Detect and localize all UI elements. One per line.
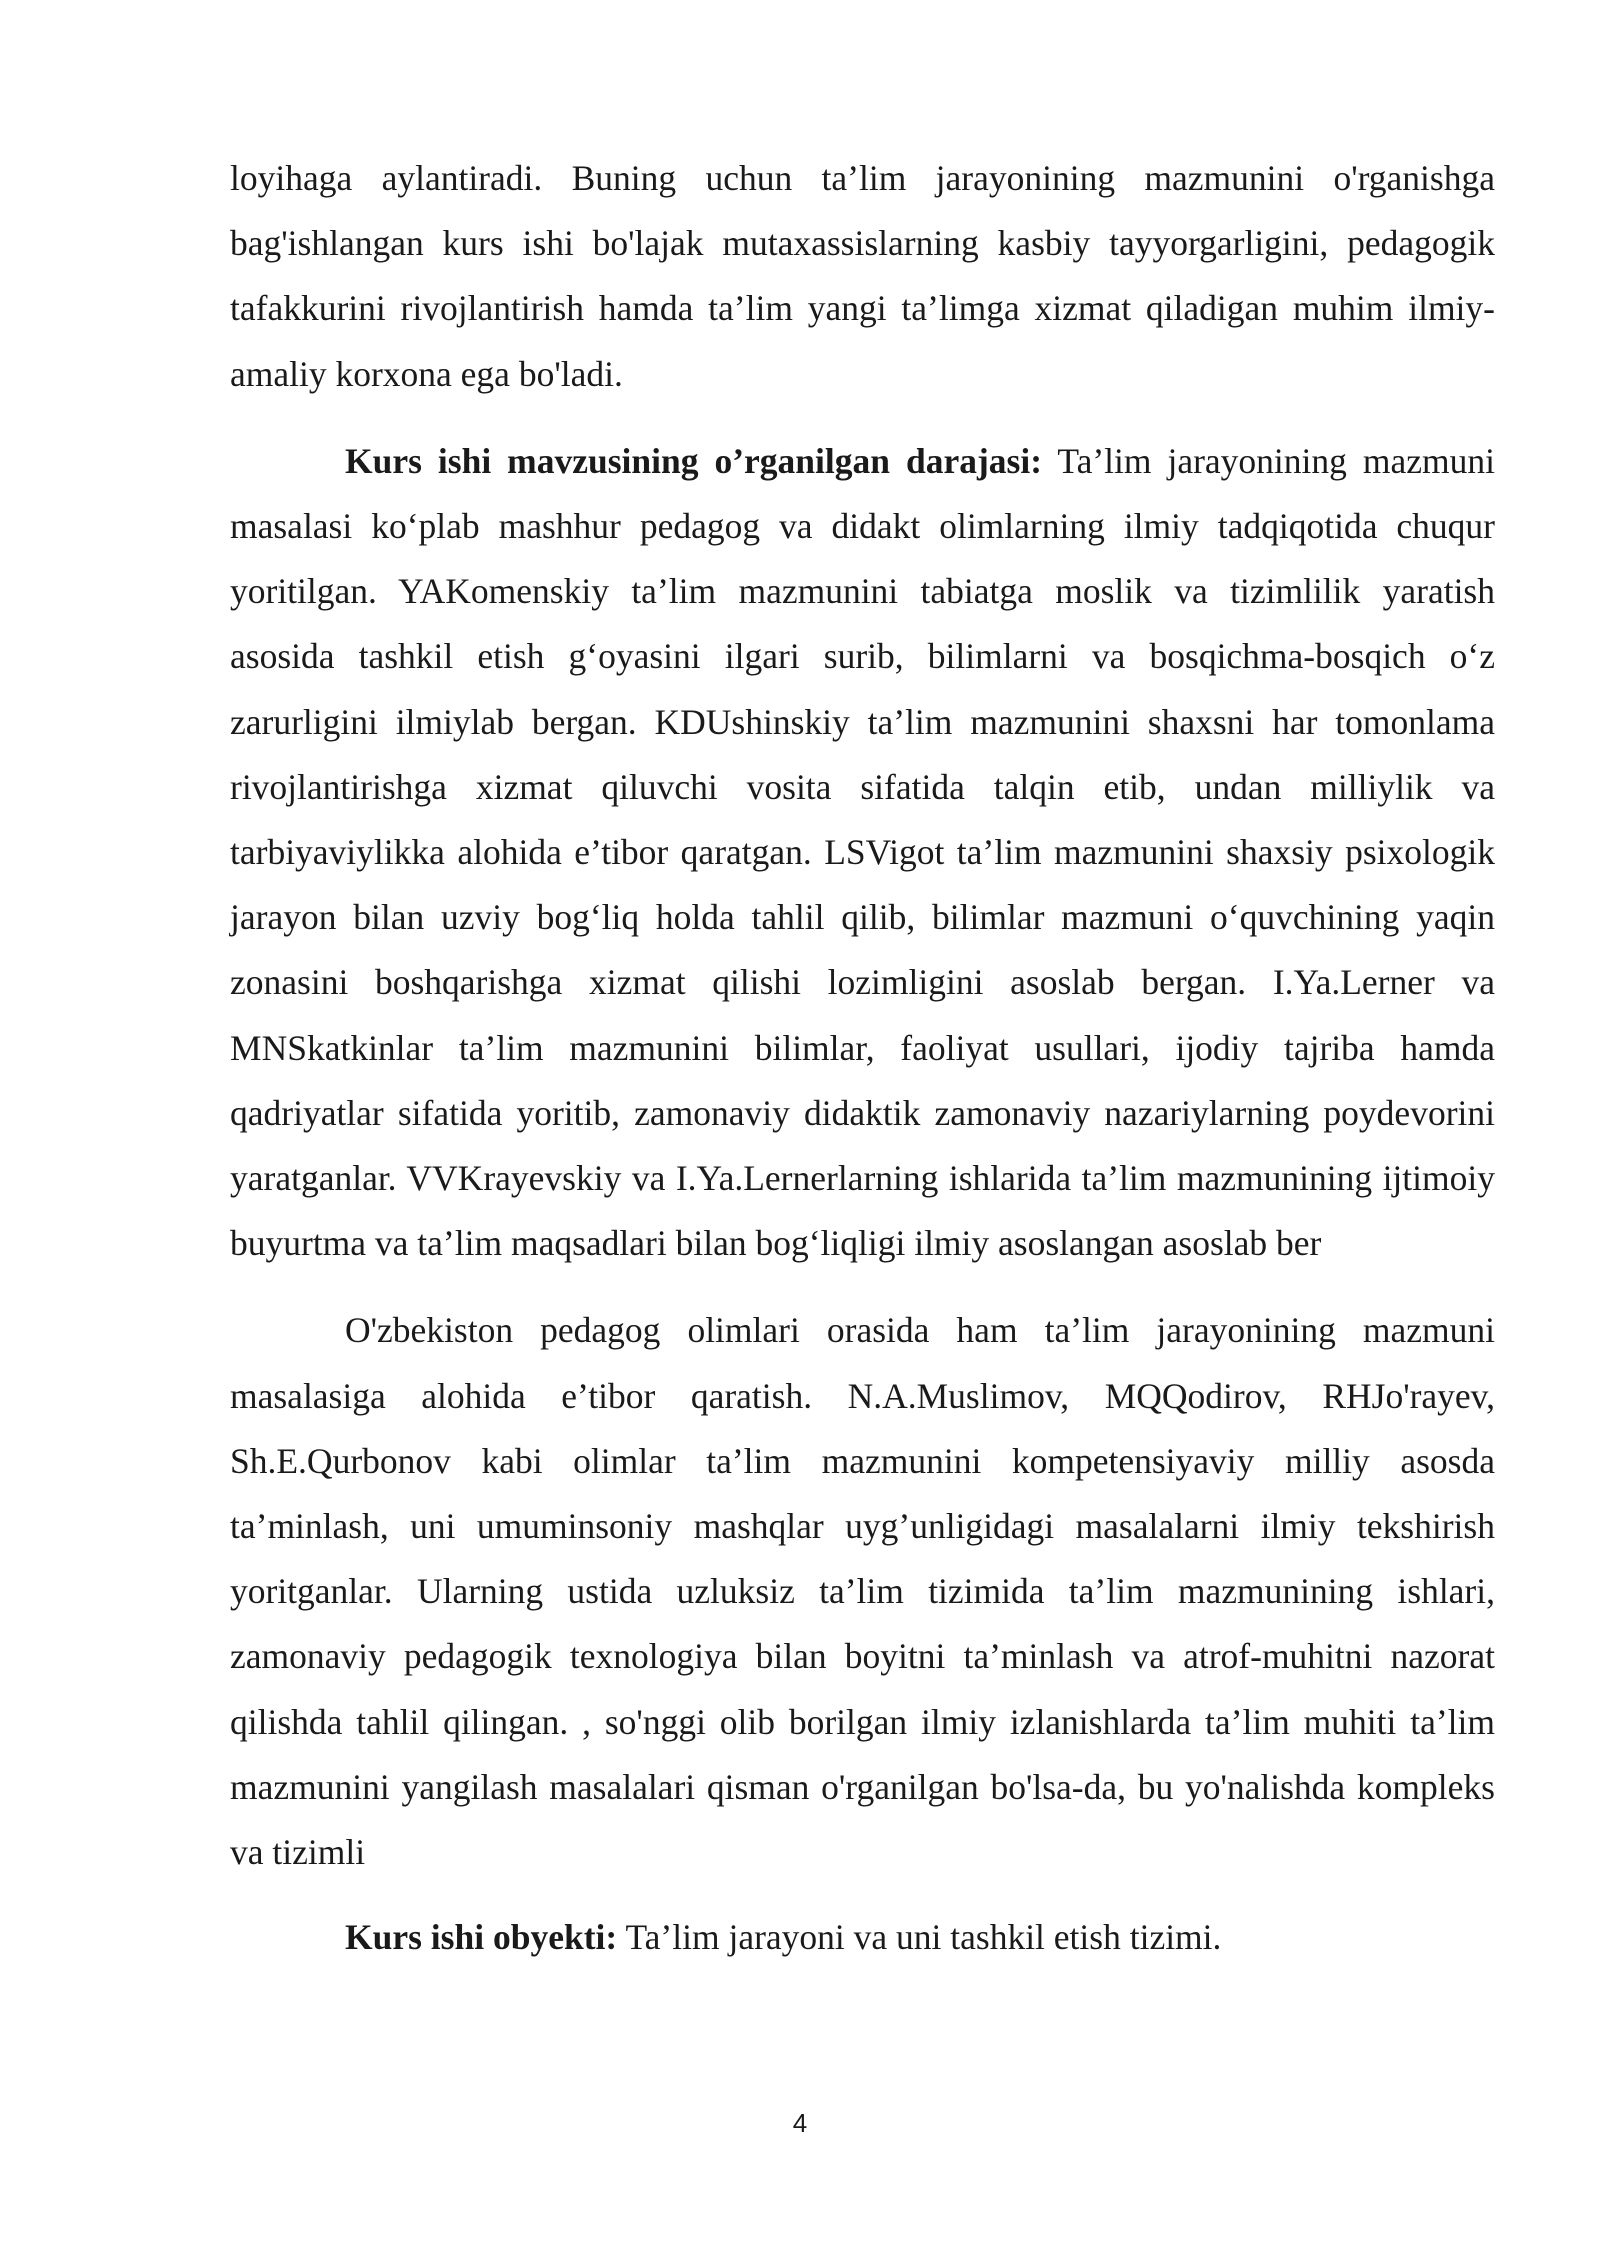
paragraph-intro: loyihaga aylantiradi. Buning uchun ta’lim jarayonining mazmunini o'rganishga bag'ishlangan kurs ishi bo'lajak mutaxassislarning kasbiy tayyorgarligini, pedagogik tafakkurini rivojlantirish hamda ta’lim yangi ta’limga xizmat qiladigan muhim ilmiy-amaliy korxona ega bo'ladi.	[230, 158, 1495, 394]
paragraph-study-level-text: Ta’lim jarayonining mazmuni masalasi ko‘plab mashhur pedagog va didakt olimlarning ilmiy tadqiqotida chuqur yoritilgan. YAKomenskiy ta’lim mazmunini tabiatga moslik va tizimlilik yaratish asosida tashkil etish g‘oyasini ilgari surib, bilimlarni va bosqichma-bosqich o‘z zarurligini ilmiylab bergan. KDUshinskiy ta’lim mazmunini shaxsni har tomonlama rivojlantirishga xizmat qiluvchi vosita sifatida talqin etib, undan milliylik va tarbiyaviylikka alohida e’tibor qaratgan. LSVigot ta’lim mazmunini shaxsiy psixologik jarayon bilan uzviy bog‘liq holda tahlil qilib, bilimlar mazmuni o‘quvchining yaqin zonasini boshqarishga xizmat qilishi lozimligini asoslab bergan. I.Ya.Lerner va MNSkatkinlar ta’lim mazmunini bilimlar, faoliyat usullari, ijodiy tajriba hamda qadriyatlar sifatida yoritib, zamonaviy didaktik zamonaviy nazariylarning poydevorini yaratganlar. VVKrayevskiy va I.Ya.Lernerlarning ishlarida ta’lim mazmunining ijtimoiy buyurtma va ta’lim maqsadlari bilan bog‘liqligi ilmiy asoslangan asoslab ber	[230, 440, 1495, 1264]
paragraph-object	[230, 1905, 1495, 1970]
section-label-study-level: Kurs ishi mavzusining o’rganilgan darajasi:	[345, 440, 1043, 481]
section-label-object: Kurs ishi obyekti:	[345, 1917, 618, 1958]
page-number: 4	[792, 2108, 808, 2138]
body-text	[230, 146, 1495, 1970]
paragraph-uzbek-scholars: O'zbekiston pedagog olimlari orasida ham ta’lim jarayonining mazmuni masalasiga alohida e’tibor qaratish. N.A.Muslimov, MQQodirov, RHJo'rayev, Sh.E.Qurbonov kabi olimlar ta’lim mazmunini kompetensiyaviy milliy asosda ta’minlash, uni umuminsoniy mashqlar uyg’unligidagi masalalarni ilmiy tekshirish yoritganlar. Ularning ustida uzluksiz ta’lim tizimida ta’lim mazmunining ishlari, zamonaviy pedagogik texnologiya bilan boyitni ta’minlash va atrof-muhitni nazorat qilishda tahlil qilingan. , so'nggi olib borilgan ilmiy izlanishlarda ta’lim muhiti ta’lim mazmunini yangilash masalalari qisman o'rganilgan bo'lsa-da, bu yo'nalishda kompleks va tizimli	[230, 1310, 1495, 1873]
paragraph-object-text: Ta’lim jarayoni va uni tashkil etish tizimi.	[617, 1917, 1222, 1958]
paragraph-study-level	[230, 429, 1495, 1277]
